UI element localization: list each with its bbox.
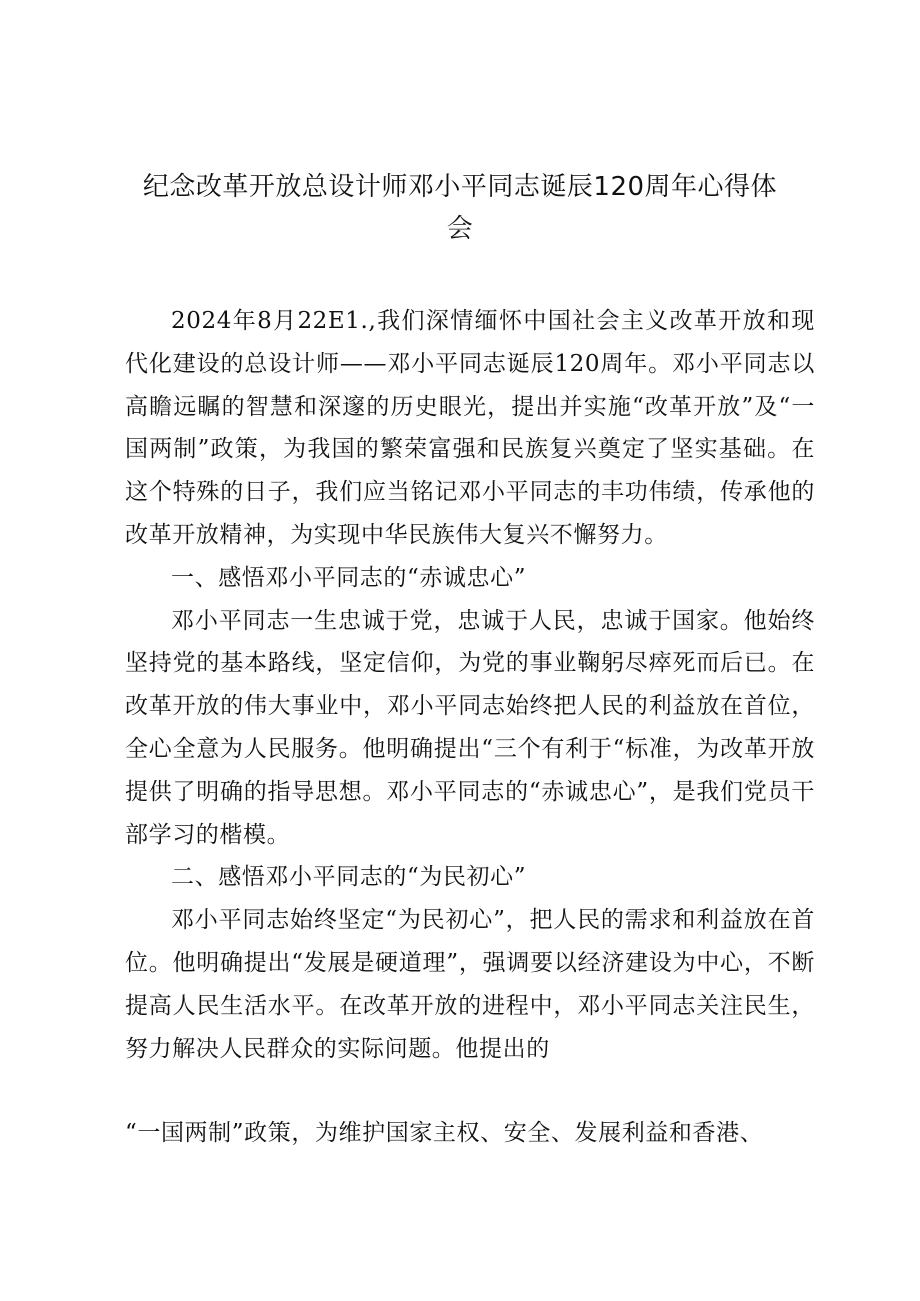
document-title: 纪念改革开放总设计师邓小平同志诞辰120周年心得体会 bbox=[142, 172, 778, 244]
section-heading-2: 二、感悟邓小平同志的“为民初心” bbox=[171, 864, 527, 891]
paragraph-section-1: 邓小平同志一生忠诚于党，忠诚于人民，忠诚于国家。他始终坚持党的基本路线，坚定信仰，为党的事业鞠躬尽瘁死而后已。在改革开放的伟大事业中，邓小平同志始终把人民的利益放在首位，全心全意为人民服务。他明确提出“三个有利于“标准，为改革开放提供了明确的指导思想。邓小平同志的“赤诚忠心”，是我们党员干部学习的楷模。 bbox=[125, 607, 815, 848]
paragraph-section-2: 邓小平同志始终坚定“为民初心”，把人民的需求和利益放在首位。他明确提出“发展是硬道理”，强调要以经济建设为中心，不断提高人民生活水平。在改革开放的进程中，邓小平同志关注民生，努力解决人民群众的实际问题。他提出的 bbox=[125, 907, 815, 1062]
document-body bbox=[125, 300, 815, 1155]
paragraph-intro: 2024年8月22E1.,我们深情缅怀中国社会主义改革开放和现代化建设的总设计师——邓小平同志诞辰120周年。邓小平同志以高瞻远瞩的智慧和深邃的历史眼光，提出并实施“改革开放”及“一国两制”政策，为我国的繁荣富强和民族复兴奠定了坚实基础。在这个特殊的日子，我们应当铭记邓小平同志的丰功伟绩，传承他的改革开放精神，为实现中华民族伟大复兴不懈努力。 bbox=[125, 308, 815, 548]
section-heading-1: 一、感悟邓小平同志的“赤诚忠心” bbox=[171, 564, 527, 591]
paragraph-continuation: “一国两制”政策，为维护国家主权、安全、发展利益和香港、 bbox=[125, 1120, 764, 1147]
